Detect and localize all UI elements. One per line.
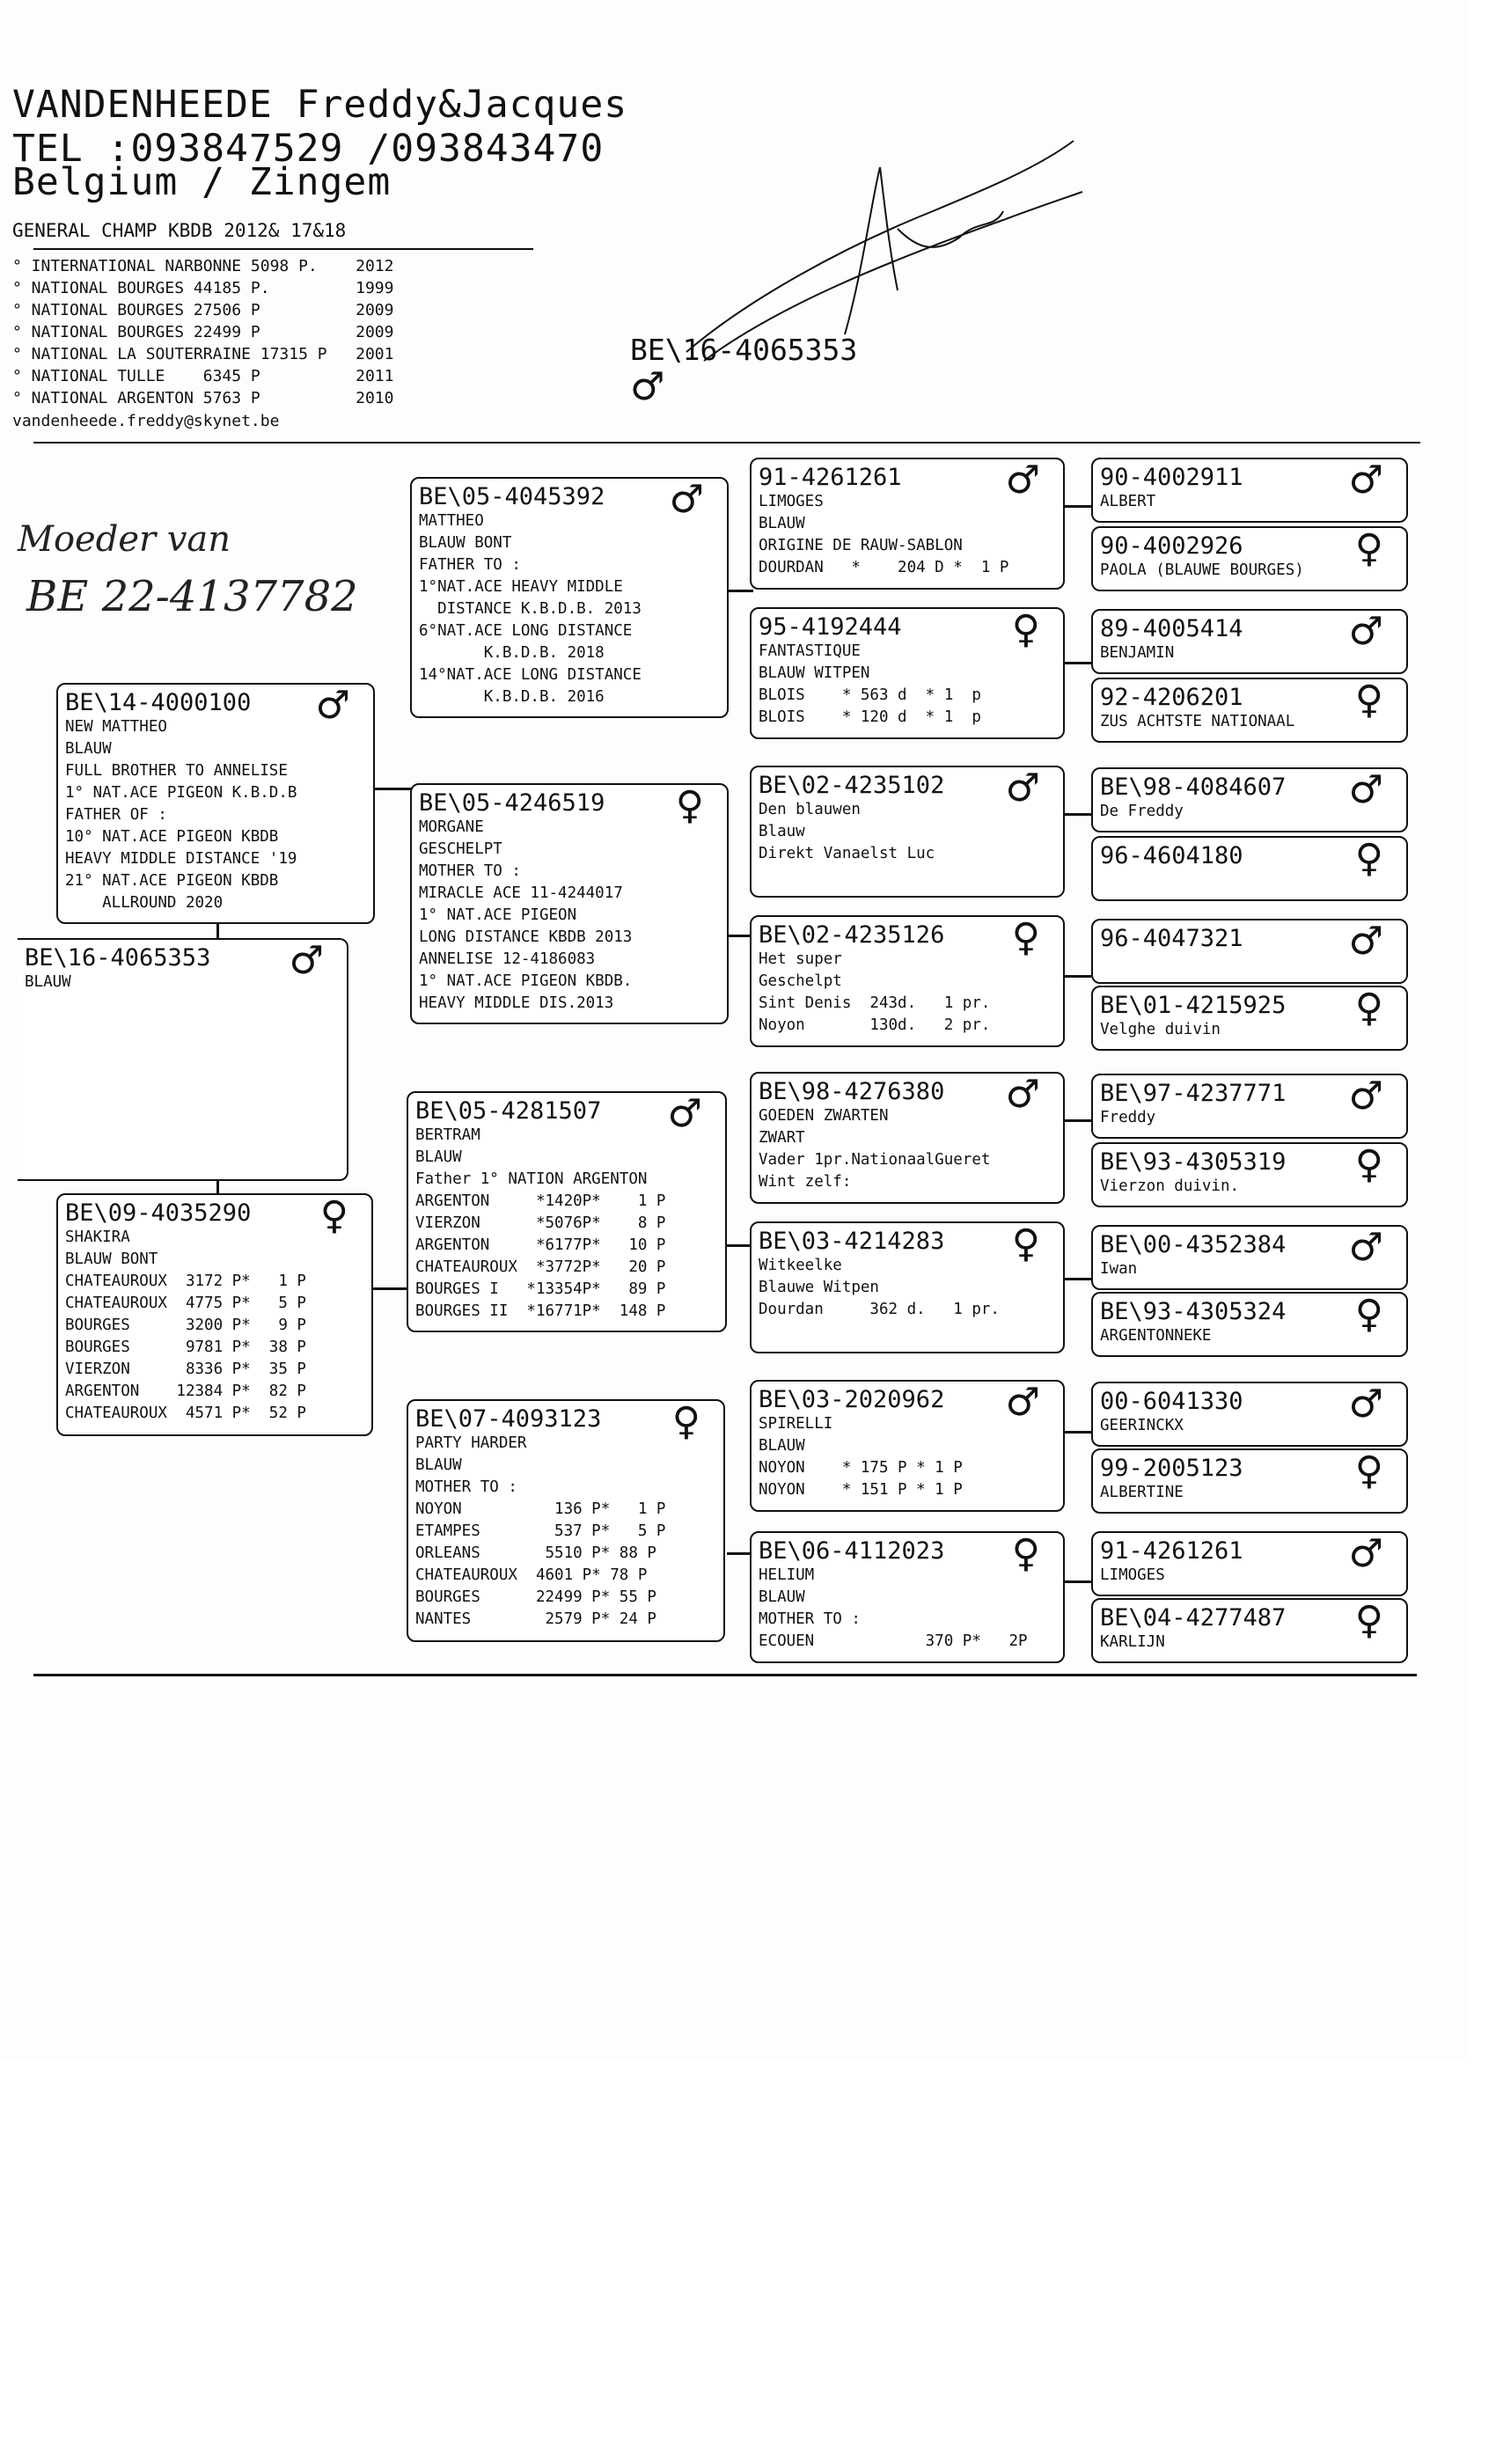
- pedigree-detail-line: LIMOGES: [759, 493, 824, 510]
- pedigree-detail-line: SPIRELLI: [759, 1415, 833, 1433]
- pedigree-detail-line: BERTRAM: [415, 1126, 480, 1144]
- connector: [1065, 1278, 1091, 1280]
- male-icon: ♂: [1348, 1382, 1383, 1426]
- champ-result: ° NATIONAL TULLE 6345 P 2011: [12, 367, 394, 385]
- pedigree-ggg-13: [1091, 1382, 1408, 1447]
- pedigree-detail-line: BLAUW: [415, 1148, 462, 1166]
- female-icon: ♀: [1011, 607, 1040, 652]
- email: vandenheede.freddy@skynet.be: [12, 412, 280, 430]
- connector: [1065, 662, 1091, 664]
- ring-number: 91-4261261: [1100, 1537, 1243, 1565]
- ring-number: 99-2005123: [1100, 1455, 1243, 1482]
- ring-number: BE\05-4281507: [415, 1097, 602, 1125]
- female-icon: ♀: [1011, 1221, 1040, 1266]
- pedigree-detail-line: K.B.D.B. 2018: [419, 644, 605, 662]
- pedigree-detail-line: SHAKIRA: [65, 1228, 130, 1246]
- pedigree-detail-line: 1°NAT.ACE HEAVY MIDDLE: [419, 578, 623, 596]
- pedigree-ggg-11: [1091, 1225, 1408, 1290]
- pedigree-detail-line: Velghe duivin: [1100, 1021, 1221, 1038]
- male-icon: ♂: [1348, 458, 1383, 502]
- ring-number: BE\05-4246519: [419, 789, 605, 817]
- male-icon: ♂: [1005, 1380, 1040, 1425]
- pedigree-detail-line: 10° NAT.ACE PIGEON KBDB: [65, 828, 279, 846]
- pedigree-detail-line: ARGENTON 12384 P* 82 P: [65, 1382, 306, 1400]
- ring-number: BE\05-4045392: [419, 483, 605, 510]
- ring-number: 90-4002926: [1100, 532, 1243, 560]
- pedigree-detail-line: BLAUW: [415, 1456, 462, 1474]
- pedigree-detail-line: BLAUW BONT: [65, 1250, 158, 1268]
- ring-number: BE\06-4112023: [759, 1537, 945, 1565]
- pedigree-detail-line: BLAUW: [759, 1588, 805, 1606]
- female-icon: ♀: [1354, 526, 1383, 571]
- male-icon: ♂: [1005, 458, 1040, 502]
- male-icon: ♂: [1348, 919, 1383, 964]
- pedigree-detail-line: BLAUW: [65, 740, 112, 758]
- ring-number: BE\02-4235126: [759, 921, 945, 949]
- male-icon: ♂: [1348, 1531, 1383, 1576]
- pedigree-detail-line: CHATEAUROUX 3172 P* 1 P: [65, 1272, 306, 1290]
- champ-result: ° NATIONAL LA SOUTERRAINE 17315 P 2001: [12, 345, 394, 363]
- pedigree-granddam-maternal: [407, 1399, 725, 1642]
- connector: [1065, 1119, 1091, 1122]
- pedigree-detail-line: Father 1° NATION ARGENTON: [415, 1170, 648, 1188]
- pedigree-dam: [56, 1193, 373, 1436]
- pedigree-gg-4: [750, 915, 1065, 1047]
- pedigree-gg-2: [750, 607, 1065, 739]
- pedigree-ggg-10: [1091, 1142, 1408, 1207]
- signature-scribble: [669, 114, 1109, 370]
- pedigree-detail-line: MORGANE: [419, 818, 484, 836]
- champ-result: ° NATIONAL BOURGES 44185 P. 1999: [12, 279, 394, 297]
- pedigree-ggg-16: [1091, 1598, 1408, 1663]
- champ-result: ° NATIONAL ARGENTON 5763 P 2010: [12, 389, 394, 407]
- pedigree-ggg-3: [1091, 609, 1408, 674]
- pedigree-main: [18, 938, 348, 1181]
- pedigree-detail-line: BLAUW WITPEN: [759, 664, 870, 682]
- pedigree-detail-line: ARGENTON *6177P* 10 P: [415, 1236, 666, 1254]
- pedigree-ggg-5: [1091, 767, 1408, 832]
- ring-number: BE\98-4276380: [759, 1078, 945, 1105]
- male-icon: ♂: [289, 938, 324, 983]
- connector: [1065, 1580, 1091, 1583]
- breeder-name: VANDENHEEDE Freddy&Jacques: [12, 83, 628, 127]
- pedigree-detail-line: BENJAMIN: [1100, 644, 1175, 662]
- pedigree-detail-line: BLAUW BONT: [419, 534, 512, 552]
- champ-result: ° INTERNATIONAL NARBONNE 5098 P. 2012: [12, 257, 394, 275]
- pedigree-ggg-2: [1091, 526, 1408, 591]
- ring-number: BE\98-4084607: [1100, 774, 1287, 801]
- pedigree-ggg-12: [1091, 1292, 1408, 1357]
- pedigree-detail-line: FATHER TO :: [419, 556, 521, 574]
- pedigree-ggg-6: [1091, 836, 1408, 901]
- pedigree-detail-line: PARTY HARDER: [415, 1434, 527, 1452]
- pedigree-detail-line: DISTANCE K.B.D.B. 2013: [419, 600, 642, 618]
- subject-sex-icon: ♂: [630, 364, 665, 409]
- pedigree-detail-line: Iwan: [1100, 1260, 1138, 1278]
- pedigree-detail-line: Geschelpt: [759, 972, 842, 990]
- pedigree-detail-line: VIERZON 8336 P* 35 P: [65, 1360, 306, 1378]
- pedigree-gg-5: [750, 1072, 1065, 1204]
- pedigree-detail-line: Blauwe Witpen: [759, 1279, 879, 1296]
- pedigree-detail-line: De Freddy: [1100, 803, 1184, 820]
- female-icon: ♀: [1354, 836, 1383, 881]
- footer-divider: [33, 1674, 1417, 1676]
- pedigree-detail-line: FULL BROTHER TO ANNELISE: [65, 762, 288, 780]
- pedigree-detail-line: Vader 1pr.NationaalGueret: [759, 1151, 991, 1169]
- pedigree-detail-line: Witkeelke: [759, 1257, 842, 1274]
- breeder-phone: TEL :093847529 /093843470: [12, 127, 605, 171]
- female-icon: ♀: [1011, 1531, 1040, 1576]
- pedigree-detail-line: NOYON 136 P* 1 P: [415, 1500, 666, 1518]
- connector: [1065, 975, 1091, 978]
- champ-result: ° NATIONAL BOURGES 22499 P 2009: [12, 323, 394, 341]
- pedigree-detail-line: BOURGES II *16771P* 148 P: [415, 1302, 666, 1320]
- male-icon: ♂: [1348, 609, 1383, 654]
- pedigree-detail-line: HELIUM: [759, 1566, 815, 1584]
- pedigree-detail-line: Vierzon duivin.: [1100, 1177, 1240, 1195]
- pedigree-detail-line: MATTHEO: [419, 512, 484, 530]
- pedigree-detail-line: ECOUEN 370 P* 2P: [759, 1632, 1028, 1650]
- pedigree-detail-line: ARGENTON *1420P* 1 P: [415, 1192, 666, 1210]
- pedigree-detail-line: MOTHER TO :: [759, 1610, 861, 1628]
- pedigree-detail-line: MOTHER TO :: [415, 1478, 517, 1496]
- pedigree-detail-line: Het super: [759, 950, 842, 968]
- male-icon: ♂: [1348, 1074, 1383, 1118]
- pedigree-detail-line: Wint zelf:: [759, 1173, 852, 1191]
- ring-number: BE\00-4352384: [1100, 1231, 1287, 1258]
- connector: [1065, 1431, 1091, 1434]
- ring-number: BE\14-4000100: [65, 689, 252, 716]
- pedigree-detail-line: LIMOGES: [1100, 1566, 1165, 1584]
- female-icon: ♀: [1354, 986, 1383, 1030]
- male-icon: ♂: [1005, 1072, 1040, 1117]
- ring-number: BE\04-4277487: [1100, 1604, 1287, 1632]
- pedigree-detail-line: BLOIS * 120 d * 1 p: [759, 708, 981, 726]
- female-icon: ♀: [1354, 1448, 1383, 1493]
- pedigree-detail-line: MIRACLE ACE 11-4244017: [419, 884, 623, 902]
- pedigree-gg-6: [750, 1221, 1065, 1353]
- pedigree-detail-line: KARLIJN: [1100, 1633, 1165, 1651]
- pedigree-gg-7: [750, 1380, 1065, 1512]
- pedigree-detail-line: BLOIS * 563 d * 1 p: [759, 686, 981, 704]
- pedigree-detail-line: NEW MATTHEO: [65, 718, 167, 736]
- ring-number: BE\16-4065353: [25, 944, 211, 972]
- pedigree-detail-line: Blauw: [759, 823, 805, 840]
- ring-number: BE\09-4035290: [65, 1199, 252, 1227]
- pedigree-detail-line: K.B.D.B. 2016: [419, 688, 605, 706]
- pedigree-ggg-15: [1091, 1531, 1408, 1596]
- pedigree-detail-line: BOURGES I *13354P* 89 P: [415, 1280, 666, 1298]
- connector: [1065, 813, 1091, 816]
- handwritten-note-line1: Moeder van: [18, 519, 231, 560]
- pedigree-detail-line: LONG DISTANCE KBDB 2013: [419, 928, 633, 946]
- pedigree-detail-line: GOEDEN ZWARTEN: [759, 1107, 889, 1125]
- pedigree-detail-line: ARGENTONNEKE: [1100, 1327, 1212, 1345]
- pedigree-detail-line: HEAVY MIDDLE DISTANCE '19: [65, 850, 297, 868]
- connector: [1065, 505, 1091, 508]
- pedigree-detail-line: VIERZON *5076P* 8 P: [415, 1214, 666, 1232]
- ring-number: BE\93-4305324: [1100, 1298, 1287, 1325]
- male-icon: ♂: [1348, 1225, 1383, 1270]
- pedigree-grandsire-paternal: [410, 477, 729, 718]
- pedigree-detail-line: BOURGES 9781 P* 38 P: [65, 1338, 306, 1356]
- pedigree-detail-line: 1° NAT.ACE PIGEON K.B.D.B: [65, 784, 297, 802]
- pedigree-detail-line: CHATEAUROUX 4571 P* 52 P: [65, 1404, 306, 1422]
- pedigree-granddam-paternal: [410, 783, 729, 1024]
- ring-number: 90-4002911: [1100, 464, 1243, 491]
- pedigree-detail-line: FATHER OF :: [65, 806, 167, 824]
- ring-number: 89-4005414: [1100, 615, 1243, 642]
- pedigree-gg-1: [750, 458, 1065, 590]
- pedigree-ggg-9: [1091, 1074, 1408, 1139]
- subject-ring: BE\16-4065353: [630, 333, 858, 367]
- male-icon: ♂: [667, 1091, 702, 1136]
- ring-number: BE\01-4215925: [1100, 992, 1287, 1019]
- champ-result: ° NATIONAL BOURGES 27506 P 2009: [12, 301, 394, 319]
- champ-list: [12, 255, 393, 409]
- pedigree-detail-line: DOURDAN * 204 D * 1 P: [759, 559, 1009, 576]
- pedigree-detail-line: HEAVY MIDDLE DIS.2013: [419, 994, 614, 1012]
- pedigree-detail-line: 6°NAT.ACE LONG DISTANCE: [419, 622, 633, 640]
- ring-number: 96-4047321: [1100, 925, 1243, 952]
- male-icon: ♂: [1005, 766, 1040, 810]
- pedigree-detail-line: ZWART: [759, 1129, 805, 1147]
- pedigree-detail-line: ZUS ACHTSTE NATIONAAL: [1100, 713, 1295, 730]
- pedigree-ggg-14: [1091, 1448, 1408, 1514]
- champ-title: GENERAL CHAMP KBDB 2012& 17&18: [12, 220, 347, 241]
- ring-number: 92-4206201: [1100, 684, 1243, 711]
- pedigree-sire: [56, 683, 375, 924]
- header-divider: [33, 442, 1420, 444]
- pedigree-detail-line: NOYON * 175 P * 1 P: [759, 1459, 963, 1477]
- pedigree-detail-line: 1° NAT.ACE PIGEON: [419, 906, 577, 924]
- pedigree-detail-line: CHATEAUROUX *3772P* 20 P: [415, 1258, 666, 1276]
- pedigree-detail-line: ETAMPES 537 P* 5 P: [415, 1522, 666, 1540]
- pedigree-detail-line: BLAUW: [759, 515, 805, 532]
- male-icon: ♂: [1348, 767, 1383, 812]
- pedigree-detail-line: PAOLA (BLAUWE BOURGES): [1100, 561, 1304, 579]
- pedigree-detail-line: ALBERTINE: [1100, 1484, 1184, 1501]
- pedigree-detail-line: BOURGES 22499 P* 55 P: [415, 1588, 656, 1606]
- pedigree-detail-line: ALBERT: [1100, 493, 1156, 510]
- connector: [371, 788, 414, 790]
- ring-number: 95-4192444: [759, 613, 902, 641]
- pedigree-detail-line: MOTHER TO :: [419, 862, 521, 880]
- pedigree-gg-3: [750, 766, 1065, 898]
- female-icon: ♀: [1354, 1598, 1383, 1643]
- pedigree-detail-line: 1° NAT.ACE PIGEON KBDB.: [419, 972, 633, 990]
- pedigree-detail-line: Sint Denis 243d. 1 pr.: [759, 994, 991, 1012]
- ring-number: BE\93-4305319: [1100, 1148, 1287, 1176]
- pedigree-detail-line: BLAUW: [25, 973, 71, 991]
- ring-number: 00-6041330: [1100, 1388, 1243, 1415]
- connector: [216, 922, 219, 940]
- ring-number: BE\07-4093123: [415, 1405, 602, 1433]
- pedigree-detail-line: CHATEAUROUX 4775 P* 5 P: [65, 1294, 306, 1312]
- pedigree-detail-line: Den blauwen: [759, 801, 861, 818]
- champ-divider: [33, 248, 533, 250]
- female-icon: ♀: [1354, 1142, 1383, 1187]
- pedigree-detail-line: FANTASTIQUE: [759, 642, 861, 660]
- ring-number: BE\03-4214283: [759, 1228, 945, 1255]
- pedigree-detail-line: ORIGINE DE RAUW-SABLON: [759, 537, 963, 554]
- pedigree-detail-line: NOYON * 151 P * 1 P: [759, 1481, 963, 1499]
- pedigree-ggg-4: [1091, 678, 1408, 743]
- pedigree-detail-line: CHATEAUROUX 4601 P* 78 P: [415, 1566, 648, 1584]
- pedigree-detail-line: ALLROUND 2020: [65, 894, 224, 912]
- pedigree-detail-line: GEERINCKX: [1100, 1417, 1184, 1434]
- breeder-location: Belgium / Zingem: [12, 160, 392, 204]
- male-icon: ♂: [669, 477, 704, 522]
- pedigree-detail-line: ORLEANS 5510 P* 88 P: [415, 1544, 656, 1562]
- female-icon: ♀: [1354, 678, 1383, 722]
- female-icon: ♀: [1354, 1292, 1383, 1337]
- male-icon: ♂: [315, 683, 350, 728]
- ring-number: 91-4261261: [759, 464, 902, 491]
- female-icon: ♀: [675, 783, 704, 828]
- pedigree-grandsire-maternal: [407, 1091, 727, 1332]
- handwritten-note-line2: BE 22-4137782: [26, 572, 358, 621]
- connector: [216, 1179, 219, 1193]
- female-icon: ♀: [671, 1399, 700, 1444]
- pedigree-detail-line: 14°NAT.ACE LONG DISTANCE: [419, 666, 642, 684]
- pedigree-detail-line: GESCHELPT: [419, 840, 502, 858]
- ring-number: BE\02-4235102: [759, 772, 945, 799]
- female-icon: ♀: [319, 1193, 348, 1238]
- connector: [727, 590, 753, 592]
- pedigree-detail-line: 21° NAT.ACE PIGEON KBDB: [65, 872, 279, 890]
- pedigree-detail-line: BOURGES 3200 P* 9 P: [65, 1316, 306, 1334]
- pedigree-detail-line: BLAUW: [759, 1437, 805, 1455]
- ring-number: BE\97-4237771: [1100, 1080, 1287, 1107]
- female-icon: ♀: [1011, 915, 1040, 960]
- pedigree-detail-line: NANTES 2579 P* 24 P: [415, 1610, 656, 1628]
- pedigree-detail-line: ANNELISE 12-4186083: [419, 950, 596, 968]
- ring-number: BE\03-2020962: [759, 1386, 945, 1413]
- pedigree-detail-line: Dourdan 362 d. 1 pr.: [759, 1301, 1000, 1318]
- pedigree-ggg-1: [1091, 458, 1408, 523]
- pedigree-detail-line: Direkt Vanaelst Luc: [759, 845, 935, 862]
- pedigree-detail-line: Noyon 130d. 2 pr.: [759, 1016, 991, 1034]
- pedigree-detail-line: Freddy: [1100, 1109, 1156, 1126]
- ring-number: 96-4604180: [1100, 842, 1243, 869]
- pedigree-gg-8: [750, 1531, 1065, 1663]
- pedigree-ggg-8: [1091, 986, 1408, 1051]
- pedigree-ggg-7: [1091, 919, 1408, 984]
